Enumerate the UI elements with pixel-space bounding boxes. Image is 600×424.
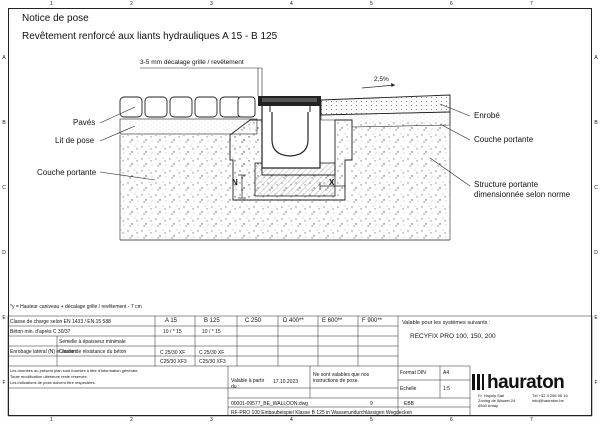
validity-label: Valable à partir du :	[231, 378, 265, 390]
company-mail: info@hauraton.be	[532, 398, 564, 403]
cell-c2: C 25/30 XF	[199, 350, 225, 356]
systems-label: Valable pour les systèmes suivants :	[402, 320, 491, 326]
company-name: hauraton	[487, 372, 565, 393]
systems-list: RECYFIX PRO 100, 150, 200	[410, 333, 496, 340]
note-2: Toute modification ultérieure reste réservée.	[10, 374, 88, 379]
row-resistance-label: Classe de résistance du béton	[59, 349, 127, 355]
page-title: Notice de pose	[22, 13, 89, 24]
gap-label: 3-5 mm décalage grille / revêtement	[140, 59, 244, 66]
page-number: 9	[370, 401, 373, 407]
ruler-top-5: 5	[370, 1, 373, 7]
row-beton-label: Béton min. d'après C 30/37	[10, 329, 71, 335]
cell-c4: C25/30 XF3	[199, 359, 226, 365]
class-b125: B 125	[204, 318, 220, 324]
ruler-top-2: 2	[130, 1, 133, 7]
cell-c3: C25/30 XF3	[160, 359, 187, 365]
ruler-top-1: 1	[50, 1, 53, 7]
ruler-left-f: F	[2, 380, 6, 386]
label-couche-portante-right: Couche portante	[474, 135, 534, 144]
class-a15: A 15	[165, 318, 178, 324]
class-d400: D 400**	[283, 318, 304, 324]
row2-val-b125: 10 / * 15	[202, 329, 221, 335]
ruler-right-a: A	[594, 55, 598, 61]
ruler-right-e: E	[594, 315, 598, 321]
hauraton-logo	[472, 372, 564, 394]
row2-val-a15: 10 / * 15	[163, 329, 182, 335]
footer-line: RF-PRO 100 Einbaubeispiel Klasse B 125 in Wasserundurchlässigen Wegdecken	[231, 410, 413, 416]
ruler-top-4: 4	[290, 1, 293, 7]
ruler-bottom-2: 2	[130, 417, 133, 423]
footnote: *y = Hauteur caniveau + décalage grille / revêtement - 7 cm	[10, 304, 142, 310]
label-structure-norme: dimensionnée selon norme	[474, 190, 571, 199]
ruler-bottom-5: 5	[370, 417, 373, 423]
ruler-right-c: C	[594, 185, 598, 191]
format-label: Format DIN	[400, 370, 426, 376]
class-e600: E 600**	[322, 318, 343, 324]
note-1: Les données du présent plan sont fournies à titre d'information générale.	[10, 368, 139, 373]
ruler-bottom-6: 6	[450, 417, 453, 423]
ruler-left-c: C	[2, 185, 6, 191]
dim-x-label: X	[329, 178, 335, 187]
ruler-top-3: 3	[210, 1, 213, 7]
label-structure-portante: Structure portante	[474, 180, 539, 189]
note-3: Les indications de pose doivent être respectées.	[10, 380, 96, 385]
ruler-left-b: B	[2, 120, 6, 126]
page-subtitle: Revêtement renforcé aux liants hydrauliques A 15 - B 125	[22, 31, 278, 42]
class-c250: C 250	[245, 318, 262, 324]
company-addr2: Zoning de Wauret 24	[478, 398, 516, 403]
slope-label: 2,5%	[374, 76, 389, 83]
ebb-label: EBB	[404, 401, 415, 407]
row-enrobage-label: Enrobage latéral (N) et renfort	[10, 349, 77, 355]
ruler-top-6: 6	[450, 1, 453, 7]
ruler-top-7: 7	[530, 1, 533, 7]
ruler-right-f: F	[594, 380, 598, 386]
label-couche-portante-left: Couche portante	[37, 168, 97, 177]
cell-c1: C 25/30 XF	[160, 350, 186, 356]
company-addr3: 4540 Amay	[478, 403, 499, 408]
validity-instr: Ne sont valables que nos instructions de pose.	[313, 372, 370, 384]
ruler-bottom-1: 1	[50, 417, 53, 423]
company-tel: Tél +32 4 256 95 16	[532, 393, 568, 398]
format-value: A4	[443, 370, 450, 376]
ruler-right-b: B	[594, 120, 598, 126]
label-paves: Pavés	[73, 118, 96, 127]
label-lit-de-pose: Lit de pose	[55, 136, 95, 145]
logo-mark-icon	[472, 374, 484, 390]
ruler-left-e: E	[2, 315, 6, 321]
ruler-bottom-3: 3	[210, 417, 213, 423]
ruler-bottom-7: 7	[530, 417, 533, 423]
dim-n-label: N	[232, 178, 238, 187]
ruler-bottom-4: 4	[290, 417, 293, 423]
doc-number: 00001-09577_BE_WALLOON.dwg	[231, 401, 309, 407]
class-f900: F 900**	[362, 318, 383, 324]
ruler-right-d: D	[594, 250, 598, 256]
ruler-left-d: D	[2, 250, 6, 256]
row-semelle-label: Semelle à épaisseur minimale	[59, 339, 126, 345]
validity-date: 17.10.2023	[273, 379, 299, 385]
scale-value: 1:5	[443, 386, 450, 392]
label-enrobe: Enrobé	[474, 111, 500, 120]
scale-label: Echelle	[400, 386, 417, 392]
row-class-label: Classe de charge selon EN 1433 / EN 15 588	[10, 319, 111, 325]
ruler-left-a: A	[2, 55, 6, 61]
company-addr1: Fr. Hayois Sarl	[478, 393, 505, 398]
